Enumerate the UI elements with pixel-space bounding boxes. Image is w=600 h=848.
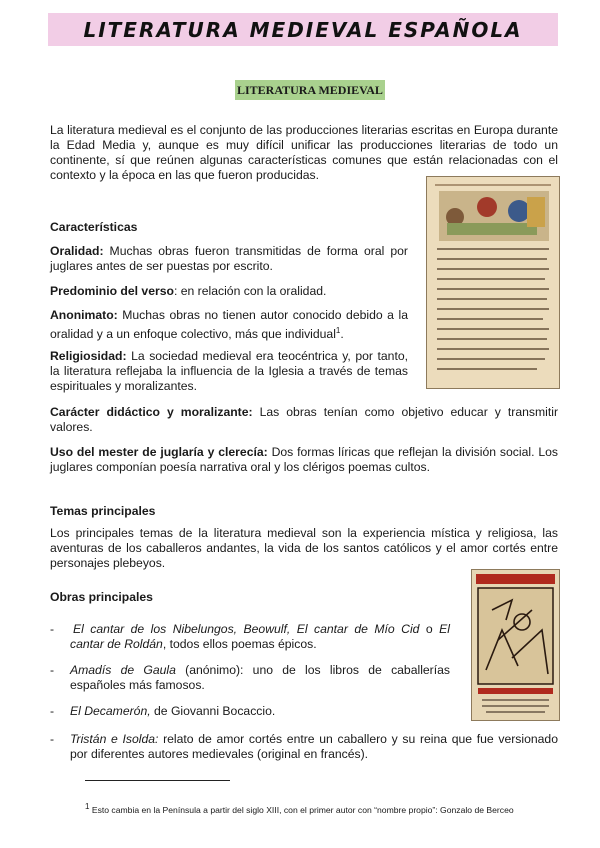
desc: La sociedad medieval era teocéntrica y, por tanto, la literatura reflejaba la influencia de la Iglesia a través de temas espirituales y moralizantes. [50, 349, 408, 393]
footnote-ref[interactable]: 1 [335, 326, 341, 335]
term: Religiosidad: [50, 349, 127, 363]
item-desc: , todos ellos poemas épicos. [162, 637, 317, 651]
term: Carácter didáctico y moralizante: [50, 405, 253, 419]
desc: Muchas obras fueron transmitidas de forma oral por juglares antes de ser puestas por escrito. [50, 244, 408, 273]
title-banner [48, 13, 558, 46]
desc: Muchas obras no tienen autor conocido debido a la oralidad y a un enfoque colectivo, más que individual [50, 308, 408, 342]
works-heading: Obras principales [50, 590, 153, 604]
period: . [340, 327, 344, 342]
desc: : en relación con la oralidad. [173, 284, 327, 298]
amadis-image [471, 569, 560, 721]
section-subtitle: LITERATURA MEDIEVAL [235, 80, 385, 100]
footnote [85, 800, 555, 817]
themes-paragraph: Los principales temas de la literatura medieval son la experiencia mística y religiosa, las aventuras de los caballeros andantes, la vida de los santos católicos y el amor cortés entre personajes plebeyos. [50, 526, 558, 570]
manuscript-image [426, 176, 560, 389]
item-title: El cantar de los Nibelungos, Beowulf, El cantar de Mío Cid [73, 622, 420, 636]
item-desc: (anónimo): uno de los libros de caballerías españoles más famosos. [70, 663, 451, 692]
bullet-dash: - [50, 704, 55, 718]
bullet-dash: - [50, 622, 55, 636]
term: Anonimato: [50, 308, 118, 322]
amadis-cover-icon [472, 570, 559, 720]
term: Oralidad: [50, 244, 104, 258]
themes-heading: Temas principales [50, 504, 156, 518]
char-didactico [50, 405, 558, 435]
item-conj: o [419, 622, 440, 636]
item-desc: relato de amor cortés entre un caballero y su reina que fue versionado por diferentes autores medievales (original en francés). [70, 732, 558, 761]
char-religiosidad [50, 349, 408, 394]
footnote-divider [85, 780, 230, 781]
term: Uso del mester de juglaría y clerecía: [50, 445, 268, 459]
item-desc: de Giovanni Bocaccio. [150, 704, 276, 718]
desc: Dos formas líricas que reflejan la división social. Los juglares componían poesía narrativa oral y los clérigos poemas cultos. [50, 445, 558, 474]
char-anonimato [50, 308, 408, 342]
desc: Las obras tenían como objetivo educar y transmitir valores. [50, 405, 558, 434]
item-title: Tristán e Isolda: [70, 732, 159, 746]
char-oralidad [50, 244, 408, 274]
item-title: Amadís de Gaula [70, 663, 176, 677]
bullet-dash: - [50, 663, 55, 677]
char-verso [50, 284, 408, 299]
term: Predominio del verso [50, 284, 174, 298]
item-title-2: El cantar de Roldán [70, 622, 450, 651]
intro-paragraph: La literatura medieval es el conjunto de las producciones literarias escritas en Europa durante la Edad Media y, aunque es muy difícil unificar las producciones literarias de todo un continente, sí que reúnen algunas características comunes que están relacionadas con el contexto y la época en las que fueron producidas. [50, 123, 558, 182]
page-title: LITERATURA MEDIEVAL ESPAÑOLA [83, 18, 523, 42]
item-title: El Decamerón, [70, 704, 151, 718]
manuscript-illustration-icon [427, 177, 559, 388]
char-mester [50, 445, 558, 475]
footnote-text: Esto cambia en la Península a partir del siglo XIII, con el primer autor con “nombre propio”: Gonzalo de Berceo [89, 804, 514, 815]
footnote-number: 1 [85, 802, 90, 811]
characteristics-heading: Características [50, 220, 138, 234]
bullet-dash: - [50, 732, 55, 746]
